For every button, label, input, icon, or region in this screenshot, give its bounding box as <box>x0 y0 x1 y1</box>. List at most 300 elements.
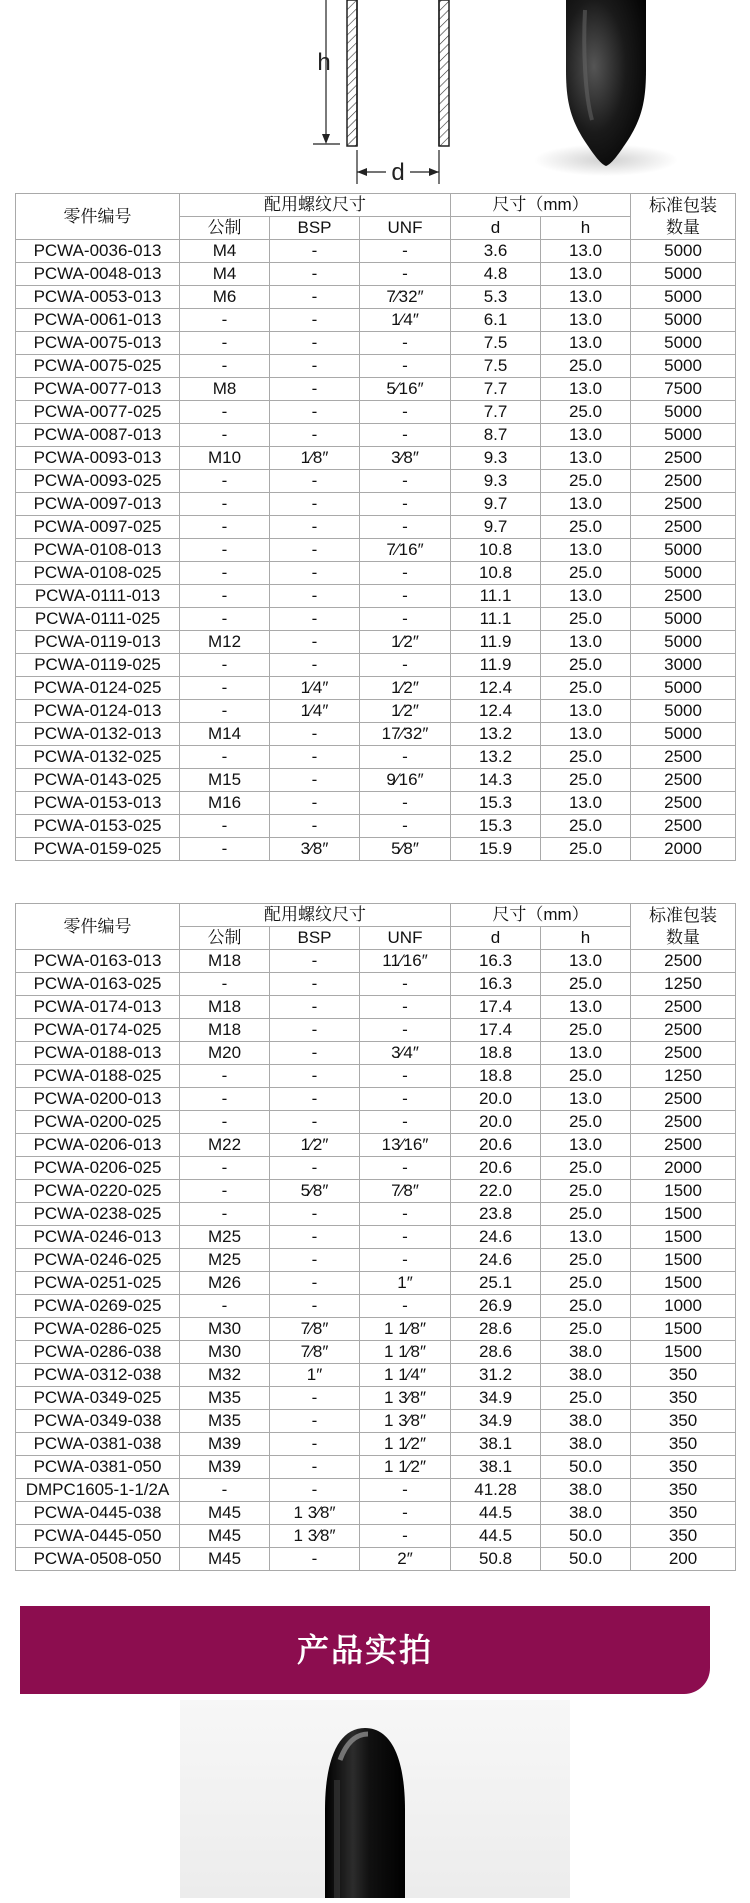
d-cell: 16.3 <box>451 973 541 996</box>
table-row <box>16 1042 736 1065</box>
pack-cell: 5000 <box>631 677 736 700</box>
pack-cell: 2500 <box>631 792 736 815</box>
pack-cell: 2500 <box>631 585 736 608</box>
part-no-cell: PCWA-0119-013 <box>16 631 180 654</box>
bsp-cell: 7⁄8″ <box>270 1318 360 1341</box>
diameter-label: d <box>391 159 405 186</box>
pack-cell: 1000 <box>631 1295 736 1318</box>
h-cell: 50.0 <box>541 1548 631 1571</box>
metric-cell: - <box>180 332 270 355</box>
header-unf: UNF <box>360 927 451 950</box>
bsp-cell: - <box>270 1203 360 1226</box>
pack-cell: 2500 <box>631 996 736 1019</box>
bsp-cell: - <box>270 470 360 493</box>
part-no-cell: PCWA-0132-025 <box>16 746 180 769</box>
bsp-cell: 3⁄8″ <box>270 838 360 861</box>
metric-cell: M18 <box>180 950 270 973</box>
bsp-cell: - <box>270 1456 360 1479</box>
d-cell: 4.8 <box>451 263 541 286</box>
part-no-cell: PCWA-0119-025 <box>16 654 180 677</box>
table-row <box>16 1479 736 1502</box>
h-cell: 38.0 <box>541 1410 631 1433</box>
header-d: d <box>451 927 541 950</box>
part-no-cell: PCWA-0111-013 <box>16 585 180 608</box>
bsp-cell: 5⁄8″ <box>270 1180 360 1203</box>
metric-cell: M32 <box>180 1364 270 1387</box>
metric-cell: - <box>180 608 270 631</box>
pack-cell: 5000 <box>631 309 736 332</box>
unf-cell: - <box>360 1088 451 1111</box>
table-row <box>16 286 736 309</box>
header-pack: 标准包装数量 <box>631 194 736 240</box>
d-cell: 41.28 <box>451 1479 541 1502</box>
part-no-cell: PCWA-0381-050 <box>16 1456 180 1479</box>
part-no-cell: PCWA-0246-025 <box>16 1249 180 1272</box>
h-cell: 25.0 <box>541 1249 631 1272</box>
d-cell: 44.5 <box>451 1525 541 1548</box>
h-cell: 13.0 <box>541 996 631 1019</box>
d-cell: 13.2 <box>451 746 541 769</box>
bsp-cell: - <box>270 332 360 355</box>
unf-cell: - <box>360 355 451 378</box>
metric-cell: - <box>180 493 270 516</box>
d-cell: 15.9 <box>451 838 541 861</box>
d-cell: 44.5 <box>451 1502 541 1525</box>
h-cell: 13.0 <box>541 950 631 973</box>
header-metric: 公制 <box>180 927 270 950</box>
cap-product-image <box>534 0 678 176</box>
metric-cell: M45 <box>180 1502 270 1525</box>
part-no-cell: DMPC1605-1-1/2A <box>16 1479 180 1502</box>
table-row <box>16 539 736 562</box>
header-thread-group: 配用螺纹尺寸 <box>180 194 451 217</box>
part-no-cell: PCWA-0075-025 <box>16 355 180 378</box>
bsp-cell: 1⁄2″ <box>270 1134 360 1157</box>
pack-cell: 5000 <box>631 355 736 378</box>
part-no-cell: PCWA-0075-013 <box>16 332 180 355</box>
h-cell: 13.0 <box>541 792 631 815</box>
h-cell: 25.0 <box>541 1157 631 1180</box>
unf-cell: - <box>360 1226 451 1249</box>
d-cell: 34.9 <box>451 1410 541 1433</box>
metric-cell: - <box>180 401 270 424</box>
h-cell: 13.0 <box>541 700 631 723</box>
table-row <box>16 585 736 608</box>
bsp-cell: 1⁄8″ <box>270 447 360 470</box>
bsp-cell: - <box>270 263 360 286</box>
bsp-cell: - <box>270 608 360 631</box>
part-no-cell: PCWA-0053-013 <box>16 286 180 309</box>
part-no-cell: PCWA-0097-013 <box>16 493 180 516</box>
table-row <box>16 996 736 1019</box>
table-row <box>16 493 736 516</box>
unf-cell: 7⁄32″ <box>360 286 451 309</box>
bsp-cell: - <box>270 1433 360 1456</box>
pack-cell: 2500 <box>631 470 736 493</box>
d-cell: 22.0 <box>451 1180 541 1203</box>
bsp-cell: 1⁄4″ <box>270 700 360 723</box>
h-cell: 13.0 <box>541 1088 631 1111</box>
bsp-cell: - <box>270 1295 360 1318</box>
bsp-cell: - <box>270 378 360 401</box>
pack-cell: 2000 <box>631 838 736 861</box>
pack-cell: 1500 <box>631 1341 736 1364</box>
header-bsp: BSP <box>270 217 360 240</box>
table-row <box>16 447 736 470</box>
pack-cell: 1500 <box>631 1203 736 1226</box>
bsp-cell: - <box>270 950 360 973</box>
d-cell: 7.5 <box>451 332 541 355</box>
d-cell: 9.3 <box>451 470 541 493</box>
h-cell: 25.0 <box>541 654 631 677</box>
h-cell: 25.0 <box>541 1203 631 1226</box>
h-cell: 25.0 <box>541 562 631 585</box>
h-cell: 13.0 <box>541 286 631 309</box>
pack-cell: 5000 <box>631 539 736 562</box>
unf-cell: - <box>360 1019 451 1042</box>
h-cell: 25.0 <box>541 401 631 424</box>
unf-cell: 1 1⁄4″ <box>360 1364 451 1387</box>
pack-cell: 2500 <box>631 815 736 838</box>
metric-cell: - <box>180 470 270 493</box>
table-row <box>16 309 736 332</box>
part-no-cell: PCWA-0206-025 <box>16 1157 180 1180</box>
metric-cell: - <box>180 815 270 838</box>
part-no-cell: PCWA-0381-038 <box>16 1433 180 1456</box>
table-row <box>16 263 736 286</box>
table-row <box>16 355 736 378</box>
table-row <box>16 654 736 677</box>
table-row <box>16 1088 736 1111</box>
metric-cell: - <box>180 838 270 861</box>
table-row <box>16 424 736 447</box>
pack-cell: 350 <box>631 1525 736 1548</box>
h-cell: 25.0 <box>541 516 631 539</box>
part-no-cell: PCWA-0111-025 <box>16 608 180 631</box>
table-row <box>16 746 736 769</box>
metric-cell: M18 <box>180 996 270 1019</box>
unf-cell: 1 1⁄2″ <box>360 1456 451 1479</box>
unf-cell: - <box>360 1295 451 1318</box>
part-no-cell: PCWA-0238-025 <box>16 1203 180 1226</box>
h-cell: 13.0 <box>541 309 631 332</box>
part-no-cell: PCWA-0349-038 <box>16 1410 180 1433</box>
unf-cell: - <box>360 240 451 263</box>
h-cell: 25.0 <box>541 470 631 493</box>
part-no-cell: PCWA-0286-038 <box>16 1341 180 1364</box>
h-cell: 25.0 <box>541 1019 631 1042</box>
table-row <box>16 1019 736 1042</box>
metric-cell: M45 <box>180 1548 270 1571</box>
d-cell: 5.3 <box>451 286 541 309</box>
part-no-cell: PCWA-0163-013 <box>16 950 180 973</box>
metric-cell: M26 <box>180 1272 270 1295</box>
product-photo-cap <box>180 1700 570 1898</box>
unf-cell: - <box>360 332 451 355</box>
d-cell: 12.4 <box>451 700 541 723</box>
metric-cell: - <box>180 1203 270 1226</box>
unf-cell: 3⁄4″ <box>360 1042 451 1065</box>
part-no-cell: PCWA-0174-013 <box>16 996 180 1019</box>
bsp-cell: - <box>270 1065 360 1088</box>
unf-cell: 1 1⁄8″ <box>360 1318 451 1341</box>
table-row <box>16 1272 736 1295</box>
table-row <box>16 815 736 838</box>
header-bsp: BSP <box>270 927 360 950</box>
unf-cell: - <box>360 1249 451 1272</box>
d-cell: 15.3 <box>451 792 541 815</box>
pack-cell: 350 <box>631 1387 736 1410</box>
pack-cell: 1250 <box>631 1065 736 1088</box>
metric-cell: M6 <box>180 286 270 309</box>
bsp-cell: - <box>270 1157 360 1180</box>
h-cell: 25.0 <box>541 1387 631 1410</box>
metric-cell: - <box>180 424 270 447</box>
unf-cell: 1 1⁄8″ <box>360 1341 451 1364</box>
bsp-cell: - <box>270 240 360 263</box>
metric-cell: - <box>180 973 270 996</box>
table-row <box>16 1157 736 1180</box>
bsp-cell: - <box>270 1111 360 1134</box>
unf-cell: 1⁄2″ <box>360 631 451 654</box>
table-row <box>16 769 736 792</box>
part-no-cell: PCWA-0093-013 <box>16 447 180 470</box>
part-no-cell: PCWA-0093-025 <box>16 470 180 493</box>
h-cell: 50.0 <box>541 1456 631 1479</box>
table-row <box>16 1456 736 1479</box>
part-no-cell: PCWA-0286-025 <box>16 1318 180 1341</box>
d-cell: 20.0 <box>451 1111 541 1134</box>
pack-cell: 1500 <box>631 1180 736 1203</box>
metric-cell: - <box>180 1180 270 1203</box>
bsp-cell: - <box>270 1019 360 1042</box>
metric-cell: - <box>180 1065 270 1088</box>
metric-cell: M15 <box>180 769 270 792</box>
part-no-cell: PCWA-0200-025 <box>16 1111 180 1134</box>
part-no-cell: PCWA-0269-025 <box>16 1295 180 1318</box>
d-cell: 16.3 <box>451 950 541 973</box>
bsp-cell: - <box>270 1226 360 1249</box>
table-row <box>16 401 736 424</box>
bsp-cell: - <box>270 769 360 792</box>
pack-cell: 350 <box>631 1410 736 1433</box>
unf-cell: 5⁄16″ <box>360 378 451 401</box>
table-row <box>16 792 736 815</box>
metric-cell: M35 <box>180 1387 270 1410</box>
bsp-cell: - <box>270 631 360 654</box>
unf-cell: 1″ <box>360 1272 451 1295</box>
table-row <box>16 1433 736 1456</box>
metric-cell: - <box>180 562 270 585</box>
unf-cell: - <box>360 1502 451 1525</box>
bsp-cell: - <box>270 401 360 424</box>
h-cell: 25.0 <box>541 355 631 378</box>
h-cell: 25.0 <box>541 1295 631 1318</box>
banner-title: 产品实拍 <box>296 1631 433 1669</box>
table-row <box>16 332 736 355</box>
unf-cell: - <box>360 1479 451 1502</box>
part-no-cell: PCWA-0048-013 <box>16 263 180 286</box>
h-cell: 25.0 <box>541 746 631 769</box>
table-row <box>16 1318 736 1341</box>
h-cell: 13.0 <box>541 723 631 746</box>
table-row <box>16 1364 736 1387</box>
metric-cell: M30 <box>180 1318 270 1341</box>
d-cell: 34.9 <box>451 1387 541 1410</box>
unf-cell: - <box>360 996 451 1019</box>
metric-cell: M8 <box>180 378 270 401</box>
pack-cell: 5000 <box>631 263 736 286</box>
pack-cell: 5000 <box>631 562 736 585</box>
bsp-cell: - <box>270 1042 360 1065</box>
table-row <box>16 608 736 631</box>
d-cell: 24.6 <box>451 1249 541 1272</box>
spec-table-1-body <box>16 240 736 861</box>
metric-cell: M35 <box>180 1410 270 1433</box>
metric-cell: M20 <box>180 1042 270 1065</box>
h-cell: 25.0 <box>541 1111 631 1134</box>
part-no-cell: PCWA-0188-013 <box>16 1042 180 1065</box>
bsp-cell: 7⁄8″ <box>270 1341 360 1364</box>
h-cell: 38.0 <box>541 1364 631 1387</box>
d-cell: 28.6 <box>451 1341 541 1364</box>
part-no-cell: PCWA-0188-025 <box>16 1065 180 1088</box>
bsp-cell: 1 3⁄8″ <box>270 1525 360 1548</box>
unf-cell: - <box>360 654 451 677</box>
pack-cell: 1500 <box>631 1249 736 1272</box>
table-row <box>16 677 736 700</box>
metric-cell: - <box>180 309 270 332</box>
metric-cell: - <box>180 1157 270 1180</box>
cross-section <box>347 0 449 146</box>
bsp-cell: - <box>270 1249 360 1272</box>
d-cell: 20.6 <box>451 1134 541 1157</box>
bsp-cell: - <box>270 1410 360 1433</box>
h-cell: 13.0 <box>541 631 631 654</box>
d-cell: 7.7 <box>451 401 541 424</box>
table-row <box>16 700 736 723</box>
d-cell: 13.2 <box>451 723 541 746</box>
bsp-cell: - <box>270 723 360 746</box>
header-thread-group: 配用螺纹尺寸 <box>180 904 451 927</box>
part-no-cell: PCWA-0077-013 <box>16 378 180 401</box>
pack-cell: 1250 <box>631 973 736 996</box>
metric-cell: - <box>180 1111 270 1134</box>
d-cell: 18.8 <box>451 1042 541 1065</box>
pack-cell: 2500 <box>631 950 736 973</box>
metric-cell: M14 <box>180 723 270 746</box>
header-pack: 标准包装数量 <box>631 904 736 950</box>
unf-cell: - <box>360 493 451 516</box>
d-cell: 50.8 <box>451 1548 541 1571</box>
pack-cell: 2500 <box>631 493 736 516</box>
bsp-cell: - <box>270 585 360 608</box>
unf-cell: 17⁄32″ <box>360 723 451 746</box>
metric-cell: - <box>180 654 270 677</box>
h-cell: 25.0 <box>541 608 631 631</box>
pack-cell: 2500 <box>631 1134 736 1157</box>
part-no-cell: PCWA-0508-050 <box>16 1548 180 1571</box>
pack-cell: 5000 <box>631 240 736 263</box>
h-cell: 13.0 <box>541 240 631 263</box>
metric-cell: M30 <box>180 1341 270 1364</box>
unf-cell: - <box>360 1525 451 1548</box>
bsp-cell: 1 3⁄8″ <box>270 1502 360 1525</box>
h-cell: 25.0 <box>541 815 631 838</box>
pack-cell: 2500 <box>631 746 736 769</box>
metric-cell: M25 <box>180 1249 270 1272</box>
h-cell: 13.0 <box>541 424 631 447</box>
h-cell: 13.0 <box>541 378 631 401</box>
h-cell: 13.0 <box>541 447 631 470</box>
bsp-cell: - <box>270 973 360 996</box>
bsp-cell: - <box>270 996 360 1019</box>
pack-cell: 5000 <box>631 700 736 723</box>
bsp-cell: - <box>270 493 360 516</box>
pack-cell: 350 <box>631 1502 736 1525</box>
bsp-cell: - <box>270 1272 360 1295</box>
part-no-cell: PCWA-0124-025 <box>16 677 180 700</box>
part-no-cell: PCWA-0097-025 <box>16 516 180 539</box>
bsp-cell: - <box>270 539 360 562</box>
unf-cell: - <box>360 562 451 585</box>
d-cell: 9.7 <box>451 493 541 516</box>
header-size-group: 尺寸（mm） <box>451 904 631 927</box>
unf-cell: 1 3⁄8″ <box>360 1410 451 1433</box>
unf-cell: - <box>360 516 451 539</box>
unf-cell: 1⁄4″ <box>360 309 451 332</box>
d-cell: 11.9 <box>451 654 541 677</box>
table-row <box>16 1065 736 1088</box>
part-no-cell: PCWA-0087-013 <box>16 424 180 447</box>
unf-cell: - <box>360 608 451 631</box>
table-row <box>16 516 736 539</box>
part-no-cell: PCWA-0163-025 <box>16 973 180 996</box>
d-cell: 14.3 <box>451 769 541 792</box>
bsp-cell: - <box>270 286 360 309</box>
spec-table-1 <box>15 193 736 861</box>
pack-cell: 5000 <box>631 286 736 309</box>
unf-cell: 7⁄16″ <box>360 539 451 562</box>
part-no-cell: PCWA-0153-025 <box>16 815 180 838</box>
h-cell: 38.0 <box>541 1341 631 1364</box>
pack-cell: 1500 <box>631 1272 736 1295</box>
metric-cell: M45 <box>180 1525 270 1548</box>
d-cell: 17.4 <box>451 996 541 1019</box>
pack-cell: 1500 <box>631 1226 736 1249</box>
unf-cell: 5⁄8″ <box>360 838 451 861</box>
d-cell: 11.1 <box>451 585 541 608</box>
table-row <box>16 1502 736 1525</box>
table-row <box>16 1180 736 1203</box>
d-cell: 11.1 <box>451 608 541 631</box>
unf-cell: 2″ <box>360 1548 451 1571</box>
unf-cell: - <box>360 1203 451 1226</box>
pack-cell: 2500 <box>631 1019 736 1042</box>
unf-cell: - <box>360 424 451 447</box>
d-cell: 31.2 <box>451 1364 541 1387</box>
part-no-cell: PCWA-0061-013 <box>16 309 180 332</box>
table-row <box>16 1410 736 1433</box>
product-photo <box>180 1700 570 1898</box>
header-size-group: 尺寸（mm） <box>451 194 631 217</box>
bsp-cell: - <box>270 562 360 585</box>
table-row <box>16 1341 736 1364</box>
bsp-cell: - <box>270 1387 360 1410</box>
h-cell: 25.0 <box>541 769 631 792</box>
unf-cell: - <box>360 746 451 769</box>
part-no-cell: PCWA-0251-025 <box>16 1272 180 1295</box>
